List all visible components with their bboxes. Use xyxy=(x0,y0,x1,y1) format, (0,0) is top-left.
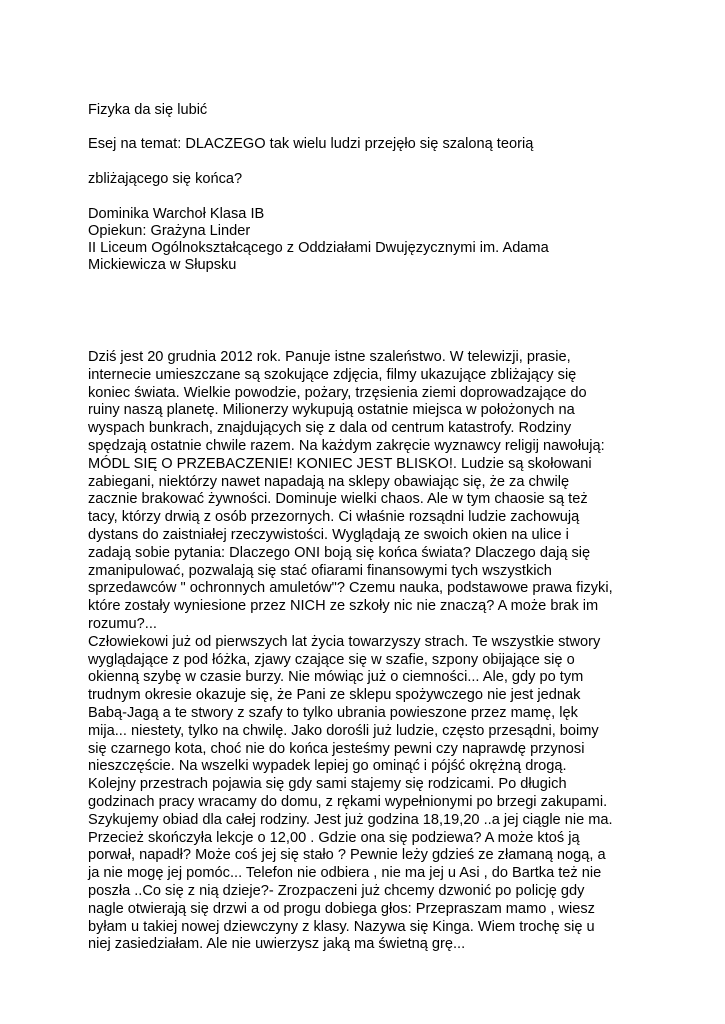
body-text-line: okienną szybę w czasie burzy. Nie mówiąc już o ciemności... Ale, gdy po tym xyxy=(88,669,584,686)
body-text-line: porwał, napadł? Może coś jej się stało ? Pewnie leży gdzieś ze złamaną nogą, a xyxy=(88,847,606,864)
essay-topic-line-1: Esej na temat: DLACZEGO tak wielu ludzi przejęło się szaloną teorią xyxy=(88,136,534,152)
body-text-line: Dziś jest 20 grudnia 2012 rok. Panuje istne szaleństwo. W telewizji, prasie, xyxy=(88,349,571,365)
body-text-line: się czarnego kota, choć nie do końca jesteśmy pewni czy naprawdę przynosi xyxy=(88,740,585,757)
body-text-line: zabiegani, niektórzy nawet napadają na sklepy obawiając się, że za chwilę xyxy=(88,473,570,490)
school-line-2: Mickiewicza w Słupsku xyxy=(88,257,237,273)
body-text-line: sprzedawców " ochronnych amuletów"? Czemu nauka, podstawowe prawa fizyki, xyxy=(88,580,613,597)
body-text-line: zadają sobie pytania: Dlaczego ONI boją się końca świata? Dlaczego dają się xyxy=(88,544,591,561)
body-text-line: Przecież skończyła lekcje o 12,00 . Gdzie ona się podziewa? A może ktoś ją xyxy=(88,829,580,846)
essay-topic-line-2: zbliżającego się końca? xyxy=(88,171,243,187)
body-text-line: które zostały wyniesione przez NICH ze szkoły nic nie znaczą? A może brak im xyxy=(88,598,599,615)
body-text-line: internecie umieszczane są szokujące zdjęcia, filmy ukazujące zbliżający się xyxy=(88,366,577,383)
body-text-line: Kolejny przestrach pojawia się gdy sami stajemy się rodzicami. Po długich xyxy=(88,776,567,793)
body-text-line: spędzają ostatnie chwile razem. Na każdym zakręcie wyznawcy religij nawołują: xyxy=(88,438,605,454)
body-text-line: Szykujemy obiad dla całej rodziny. Jest już godzina 18,19,20 ..a jej ciągle nie ma. xyxy=(88,811,613,828)
body-text-line: ja nie mogę jej pomóc... Telefon nie odbiera , nie ma jej u Asi , do Bartka też nie xyxy=(88,865,602,882)
body-text-line: nagle otwierają się drzwi a od progu dobiega głos: Przepraszam mamo , wiesz xyxy=(88,900,595,917)
body-text-line: mija... niestety, tylko na chwilę. Jako dorośli już ludzie, często przesądni, boimy xyxy=(88,722,599,739)
body-text-line: niej zasiedziałam. Ale nie uwierzysz jaką ma świetną grę... xyxy=(88,936,466,953)
body-text-line: Człowiekowi już od pierwszych lat życia towarzyszy strach. Te wszystkie stwory xyxy=(88,633,601,650)
body-text-line: zmanipulować, pozwalają się stać ofiarami finansowymi tych wszystkich xyxy=(88,562,552,579)
body-text-line: zacznie brakować żywności. Dominuje wielki chaos. Ale w tym chaosie są też xyxy=(88,491,588,508)
body-text-line: koniec świata. Wielkie powodzie, pożary, trzęsienia ziemi doprowadzające do xyxy=(88,384,587,401)
body-text-line: nieszczęście. Na wszelki wypadek lepiej go ominąć i pójść okrężną drogą. xyxy=(88,758,567,775)
school-line-1: II Liceum Ogólnokształcącego z Oddziałami Dwujęzycznymi im. Adama xyxy=(88,240,549,256)
body-text-line: wyglądające z pod łóżka, zjawy czające się w szafie, szpony obijające się o xyxy=(88,651,575,668)
body-text-line: MÓDL SIĘ O PRZEBACZENIE! KONIEC JEST BLISKO!. Ludzie są skołowani xyxy=(88,455,592,472)
body-text-line: ruiny naszą planetę. Milionerzy wykupują ostatnie miejsca w położonych na xyxy=(88,402,575,419)
body-text-line: tacy, którzy drwią z osób przezornych. Ci właśnie rozsądni ludzie zachowują xyxy=(88,509,580,526)
tutor-line: Opiekun: Grażyna Linder xyxy=(88,223,251,239)
body-text-line: byłam u takiej nowej dziewczyny z klasy. Nazywa się Kinga. Wiem trochę się u xyxy=(88,918,595,935)
body-text-line: poszła ..Co się z nią dzieje?- Zrozpaczeni już chcemy dzwonić po policję gdy xyxy=(88,883,585,899)
author-line: Dominika Warchoł Klasa IB xyxy=(88,206,265,222)
body-text-line: trudnym okresie okazuje się, że Pani ze sklepu spożywczego nie jest jednak xyxy=(88,687,581,704)
body-text-line: Babą-Jagą a te stwory z szafy to tylko ubrania powieszone przez mamę, lęk xyxy=(88,705,578,721)
body-text-line: wyspach bunkrach, znajdujących się z dala od centrum katastrofy. Rodziny xyxy=(88,420,572,437)
body-text-line: dystans do zaistniałej rzeczywistości. Wyglądają ze swoich okien na ulice i xyxy=(88,527,569,543)
body-text-line: godzinach pracy wracamy do domu, z rękami wypełnionymi po brzegi zakupami. xyxy=(88,794,608,810)
body-text-line: rozumu?... xyxy=(88,616,157,632)
document-title: Fizyka da się lubić xyxy=(88,102,208,118)
